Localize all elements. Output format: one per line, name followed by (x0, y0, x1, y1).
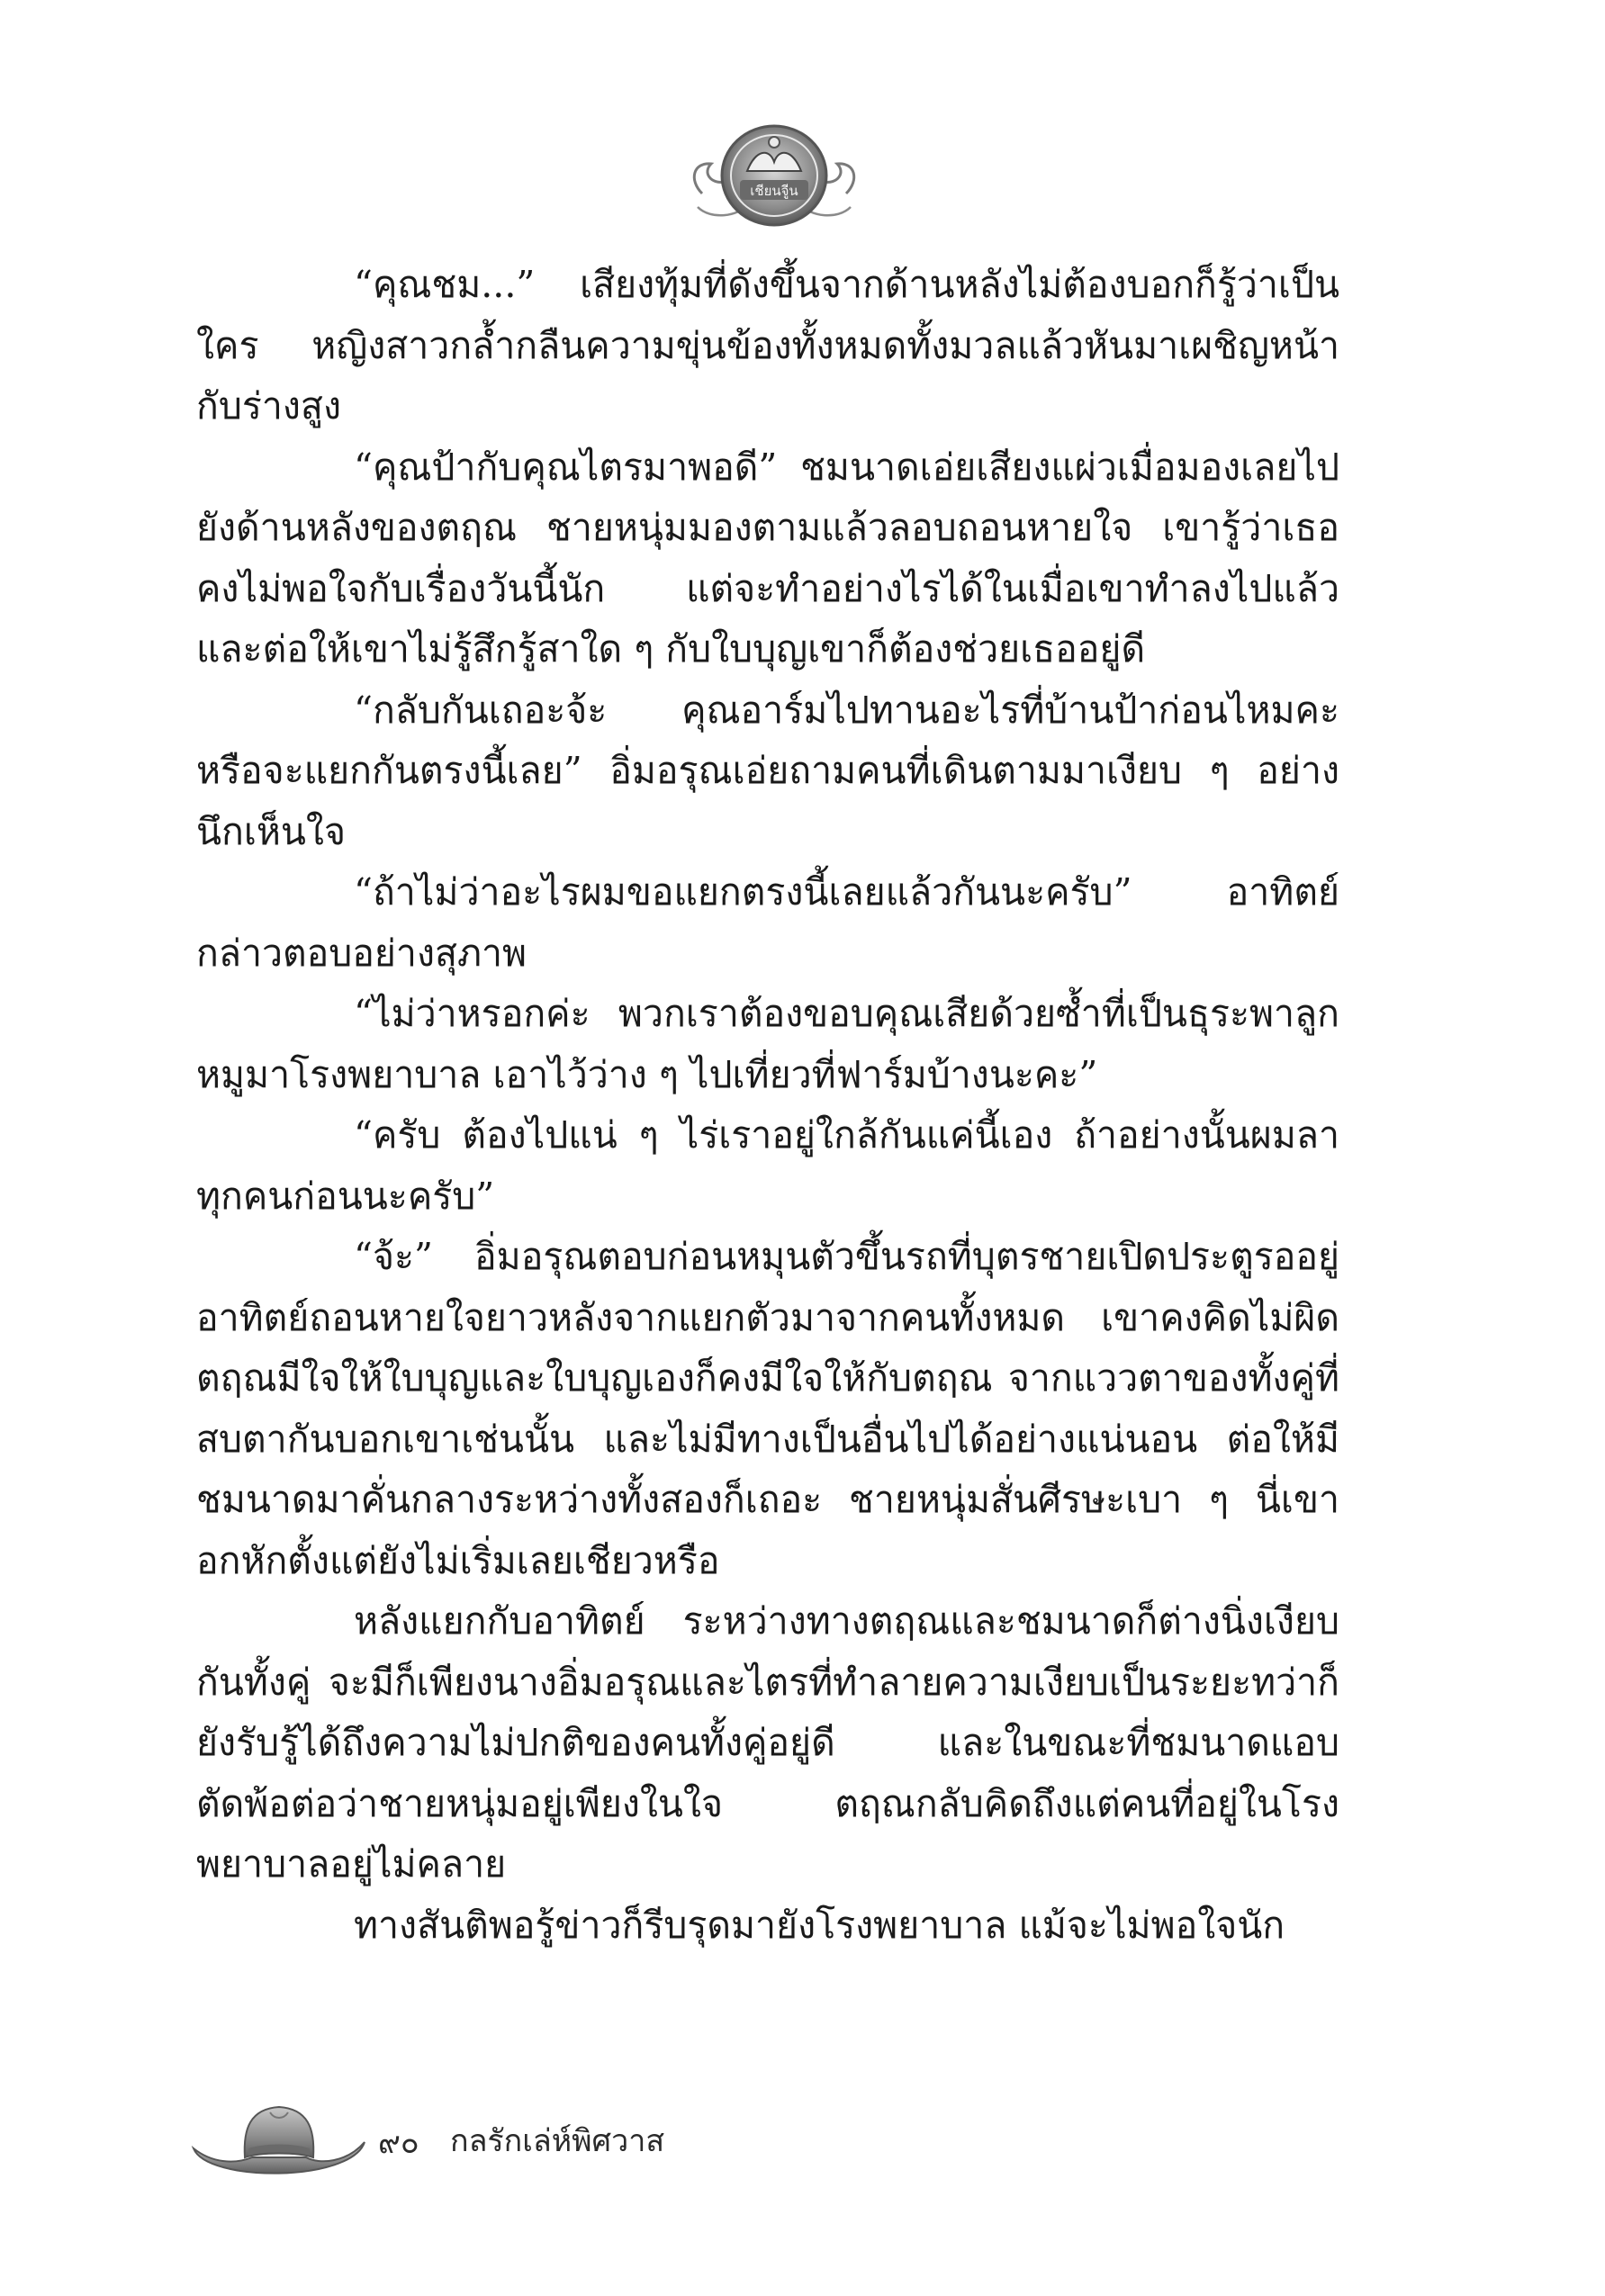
body-text (196, 255, 1339, 1956)
page-footer (189, 2093, 819, 2201)
paragraph: “จ้ะ” อิ่มอรุณตอบก่อนหมุนตัวขึ้นรถที่บุตรชายเปิดประตูรออยู่ อาทิตย์ถอนหายใจยาวหลังจากแยกตัวมาจากคนทั้งหมด เขาคงคิดไม่ผิด ตฤณมีใจให้ใบบุญและใบบุญเองก็คงมีใจให้กับตฤณ จากแววตาของทั้งคู่ที่สบตากันบอกเขาเช่นนั้น และไม่มีทางเป็นอื่นไปได้อย่างแน่นอน ต่อให้มีชมนาดมาคั่นกลางระหว่างทั้งสองก็เถอะ ชายหนุ่มสั่นศีรษะเบา ๆ นี่เขาอกหักตั้งแต่ยังไม่เริ่มเลยเชียวหรือ (196, 1235, 1339, 1582)
book-title: กลรักเล่ห์พิศวาส (450, 2123, 665, 2159)
paragraph: ทางสันติพอรู้ข่าวก็รีบรุดมายังโรงพยาบาล แม้จะไม่พอใจนัก (354, 1903, 1285, 1947)
cowboy-hat-icon (189, 2093, 369, 2192)
paragraph: “กลับกันเถอะจ้ะ คุณอาร์มไปทานอะไรที่บ้านป้าก่อนไหมคะหรือจะแยกกันตรงนี้เลย” อิ่มอรุณเอ่ยถามคนที่เดินตามมาเงียบ ๆ อย่างนึกเห็นใจ (196, 688, 1339, 853)
ornament-emblem-icon (684, 108, 864, 234)
paragraph: “ครับ ต้องไปแน่ ๆ ไร่เราอยู่ใกล้กันแค่นี้เอง ถ้าอย่างนั้นผมลาทุกคนก่อนนะครับ” (196, 1113, 1339, 1218)
paragraph: “คุณป้ากับคุณไตรมาพอดี” ชมนาดเอ่ยเสียงแผ่วเมื่อมองเลยไปยังด้านหลังของตฤณ ชายหนุ่มมองตามแล้วลอบถอนหายใจ เขารู้ว่าเธอคงไม่พอใจกับเรื่องวันนี้นัก แต่จะทำอย่างไรได้ในเมื่อเขาทำลงไปแล้ว และต่อให้เขาไม่รู้สึกรู้สาใด ๆ กับใบบุญเขาก็ต้องช่วยเธออยู่ดี (196, 445, 1339, 671)
paragraph: “ถ้าไม่ว่าอะไรผมขอแยกตรงนี้เลยแล้วกันนะครับ” อาทิตย์กล่าวตอบอย่างสุภาพ (196, 870, 1339, 975)
page-number: ๙๐ (378, 2125, 419, 2161)
paragraph: หลังแยกกับอาทิตย์ ระหว่างทางตฤณและชมนาดก็ต่างนิ่งเงียบกันทั้งคู่ จะมีก็เพียงนางอิ่มอรุณและไตรที่ทำลายความเงียบเป็นระยะทว่าก็ยังรับรู้ได้ถึงความไม่ปกติของคนทั้งคู่อยู่ดี และในขณะที่ชมนาดแอบตัดพ้อต่อว่าชายหนุ่มอยู่เพียงในใจ ตฤณกลับคิดถึงแต่คนที่อยู่ในโรงพยาบาลอยู่ไม่คลาย (196, 1599, 1339, 1886)
paragraph: “ไม่ว่าหรอกค่ะ พวกเราต้องขอบคุณเสียด้วยซ้ำที่เป็นธุระพาลูกหมูมาโรงพยาบาล เอาไว้ว่าง ๆ ไปเที่ยวที่ฟาร์มบ้างนะคะ” (196, 992, 1339, 1096)
emblem-text: เชียนจูีน (750, 183, 798, 199)
paragraph: “คุณชม...” เสียงทุ้มที่ดังขึ้นจากด้านหลังไม่ต้องบอกก็รู้ว่าเป็นใคร หญิงสาวกล้ำกลืนความขุ่นข้องทั้งหมดทั้งมวลแล้วหันมาเผชิญหน้ากับร่างสูง (196, 263, 1339, 428)
